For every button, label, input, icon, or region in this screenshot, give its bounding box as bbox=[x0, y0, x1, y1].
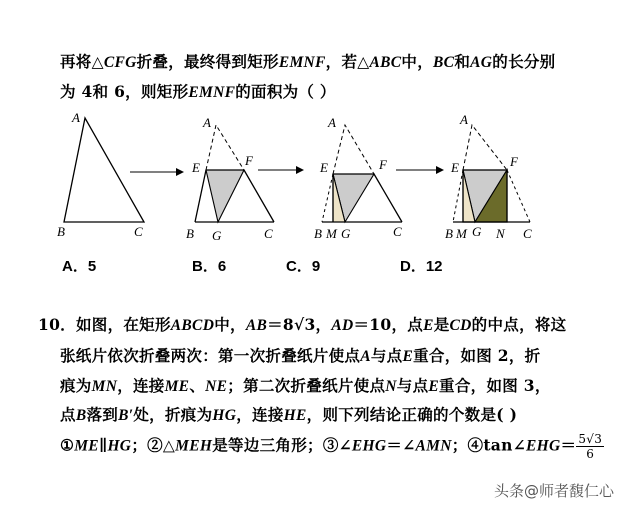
f2-label-E: E bbox=[192, 160, 200, 175]
f2-label-A: A bbox=[203, 115, 211, 130]
figure-3 bbox=[314, 115, 402, 241]
arrow-1 bbox=[130, 168, 184, 176]
watermark: 头条@师者馥仁心 bbox=[493, 482, 614, 500]
figure-4 bbox=[445, 112, 532, 241]
f3-label-G: G bbox=[341, 226, 351, 241]
f3-label-B: B bbox=[314, 226, 322, 241]
f2-label-C: C bbox=[264, 226, 273, 241]
f3-label-M: M bbox=[326, 226, 337, 241]
f4-label-F: F bbox=[510, 154, 518, 169]
q10-line-4: 点B落到B′处，折痕为HG，连接HE，则下列结论正确的个数是( ) bbox=[60, 405, 518, 424]
option-d: D．12 bbox=[400, 258, 443, 275]
q10-line-2: 张纸片依次折叠两次：第一次折叠纸片使点A与点E重合，如图 2，折 bbox=[60, 346, 541, 365]
f1-label-B: B bbox=[57, 224, 65, 239]
f3-label-E: E bbox=[320, 160, 328, 175]
f2-label-F: F bbox=[245, 153, 253, 168]
f4-label-B: B bbox=[445, 226, 453, 241]
f3-label-C: C bbox=[393, 224, 402, 239]
f3-label-F: F bbox=[379, 157, 387, 172]
figure-2 bbox=[186, 115, 274, 243]
q9-line-2: 为 4和 6，则矩形EMNF的面积为（ ） bbox=[60, 82, 336, 101]
q10-line-5: ①ME∥HG；②△MEH是等边三角形；③∠EHG＝∠AMN；④tan∠EHG＝ $\frac{5√3}{6}$ bbox=[60, 432, 603, 461]
fraction: $\frac{5√3}{6}$ bbox=[578, 432, 603, 461]
arrow-2 bbox=[258, 166, 304, 174]
f4-label-M: M bbox=[456, 226, 467, 241]
f2-label-B: B bbox=[186, 226, 194, 241]
f1-label-A: A bbox=[72, 110, 80, 125]
f4-label-N: N bbox=[496, 226, 505, 241]
q10-line-1: 10．如图，在矩形ABCD中，AB＝8√3，AD＝10，点E是CD的中点，将这 bbox=[38, 315, 567, 334]
f4-label-C: C bbox=[523, 226, 532, 241]
f3-label-A: A bbox=[328, 115, 336, 130]
f2-label-G: G bbox=[212, 228, 222, 243]
option-a: A．5 bbox=[62, 258, 97, 275]
f4-label-G: G bbox=[472, 224, 482, 239]
q10-line-3: 痕为MN，连接ME、NE；第二次折叠纸片使点N与点E重合，如图 3， bbox=[60, 376, 551, 395]
q9-line-1: 再将△CFG折叠，最终得到矩形EMNF，若△ABC中，BC和AG的长分别 bbox=[60, 52, 556, 71]
option-b: B．6 bbox=[192, 258, 227, 275]
figure-1-triangle bbox=[57, 110, 144, 239]
f4-label-A: A bbox=[460, 112, 468, 127]
arrow-3 bbox=[396, 166, 444, 174]
f1-label-C: C bbox=[134, 224, 143, 239]
f4-label-E: E bbox=[451, 160, 459, 175]
option-c: C．9 bbox=[286, 258, 321, 275]
